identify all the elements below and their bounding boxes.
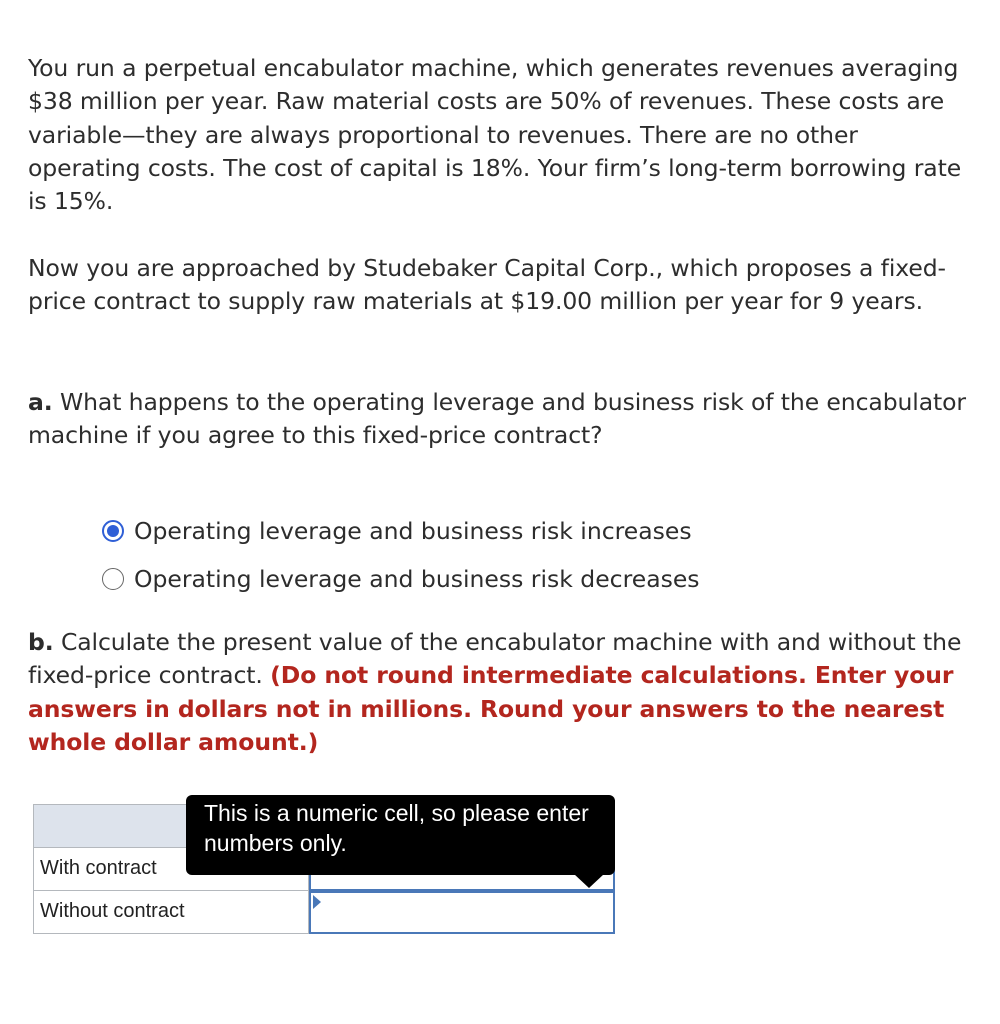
question-b	[28, 626, 968, 759]
problem-paragraph-2: Now you are approached by Studebaker Capital Corp., which proposes a fixed-price contract to supply raw materials at $19.00 million per year for 9 years.	[28, 254, 946, 316]
row-label-without-contract: Without contract	[33, 891, 309, 934]
option-increases-label: Operating leverage and business risk increases	[134, 517, 692, 545]
tooltip-arrow-icon	[574, 874, 604, 888]
without-contract-input[interactable]	[311, 893, 613, 932]
problem-paragraph-1: You run a perpetual encabulator machine, which generates revenues averaging $38 million per year. Raw material costs are 50% of revenues. These costs are variable—they are always proportional to revenues. There are no other operating costs. The cost of capital is 18%. Your firm’s long-term borrowing rate is 15%.	[28, 54, 962, 216]
option-decreases-label: Operating leverage and business risk decreases	[134, 565, 700, 593]
question-b-instruction: (Do not round intermediate calculations. Enter your answers in dollars not in millions. Round your answers to the nearest whole dollar amount.)	[28, 661, 954, 756]
option-decreases[interactable]	[102, 562, 700, 596]
numeric-cell-tooltip: This is a numeric cell, so please enter numbers only.	[186, 795, 615, 875]
question-a-label: a.	[28, 388, 53, 416]
row-label-with-contract: With contract	[33, 848, 309, 891]
question-a-text: What happens to the operating leverage and business risk of the encabulator machine if you agree to this fixed-price contract?	[28, 388, 966, 450]
without-contract-input-cell	[309, 891, 615, 934]
question-b-text: Calculate the present value of the encabulator machine with and without the fixed-price contract.	[28, 628, 962, 690]
question-a	[28, 386, 968, 453]
radio-selected-icon[interactable]	[102, 520, 124, 542]
option-increases[interactable]	[102, 514, 692, 548]
cell-marker-icon	[313, 895, 321, 909]
radio-unselected-icon[interactable]	[102, 568, 124, 590]
question-b-label: b.	[28, 628, 54, 656]
